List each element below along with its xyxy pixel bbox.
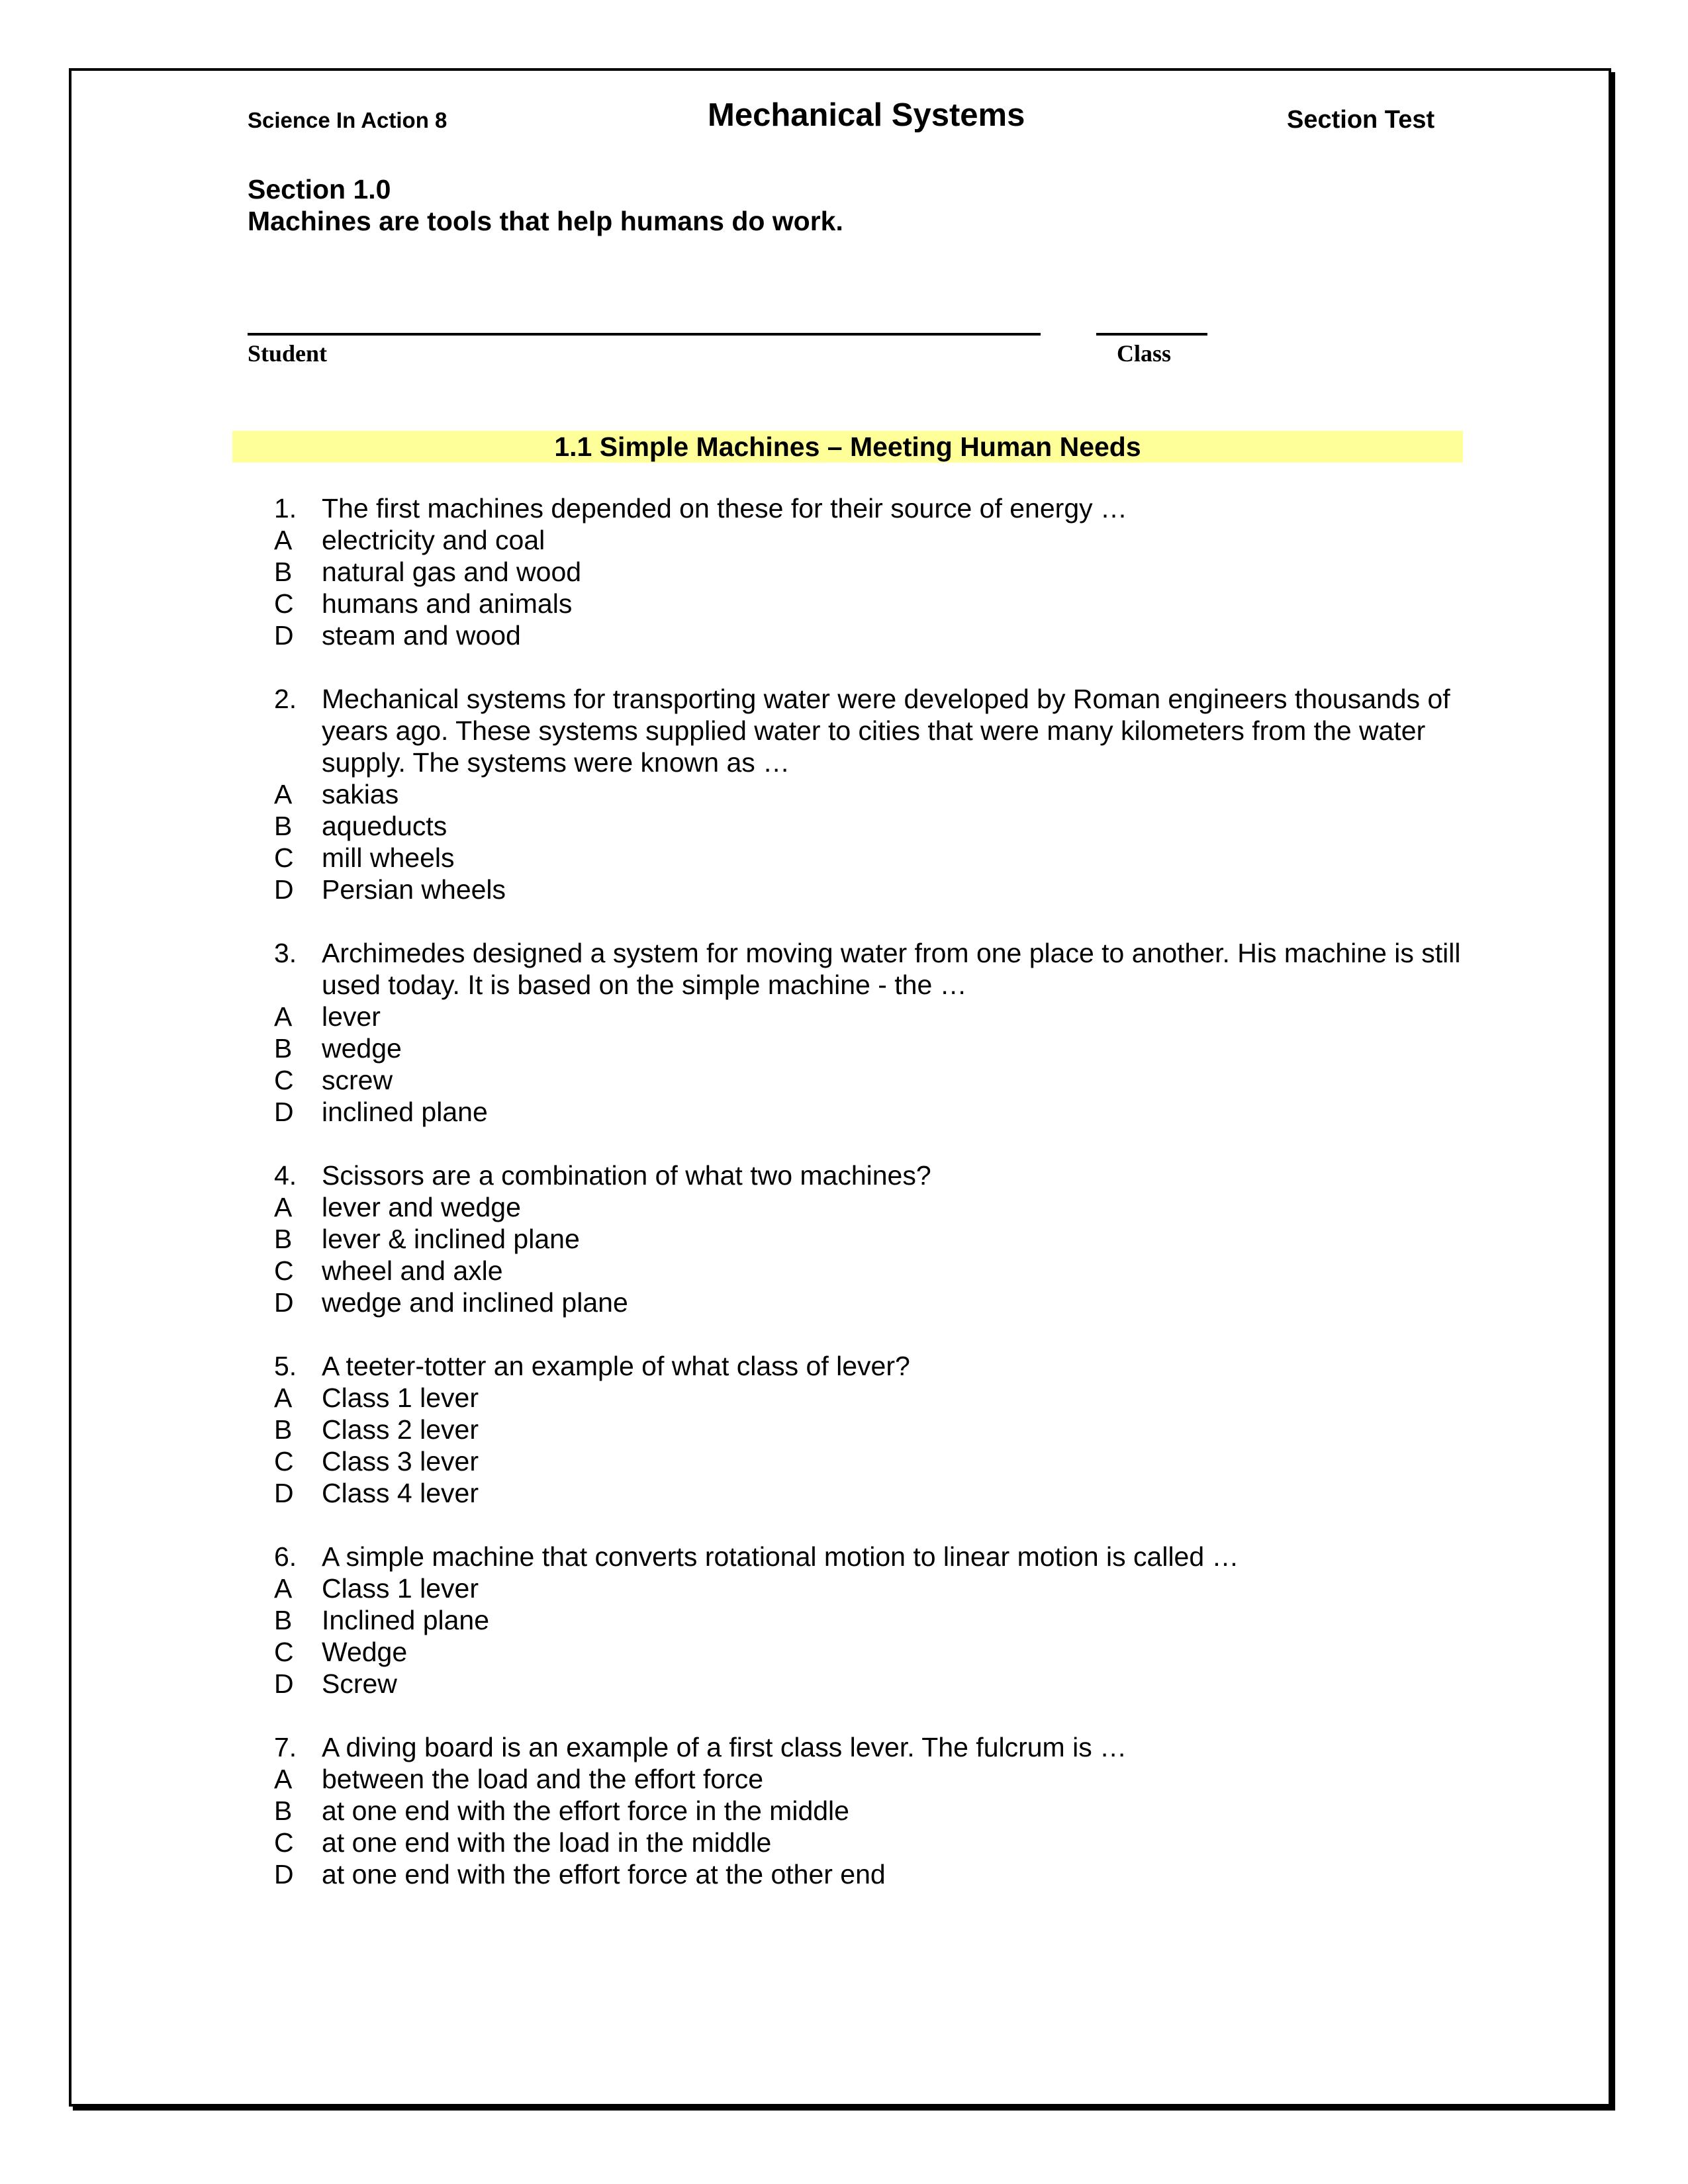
question-stem [248, 1160, 1492, 1191]
question-3 [248, 937, 1492, 1128]
option-letter: C [274, 1255, 294, 1286]
option-text: natural gas and wood [322, 557, 582, 587]
option-text: Persian wheels [322, 874, 506, 905]
answer-option[interactable] [248, 1287, 1492, 1318]
subsection-banner: 1.1 Simple Machines – Meeting Human Needs [232, 431, 1463, 463]
section-number: Section 1.0 [248, 174, 391, 205]
option-text: screw [322, 1065, 393, 1095]
question-text: A teeter-totter an example of what class of lever? [322, 1351, 910, 1381]
option-letter: B [274, 1796, 293, 1826]
option-letter: C [274, 1065, 294, 1095]
option-letter: D [274, 1478, 294, 1508]
option-text: at one end with the load in the middle [322, 1827, 772, 1858]
answer-option[interactable] [248, 1414, 1492, 1445]
question-text: A simple machine that converts rotational motion to linear motion is called … [322, 1541, 1239, 1572]
question-2 [248, 683, 1492, 905]
answer-option[interactable] [248, 588, 1492, 619]
question-number: 4. [274, 1160, 297, 1191]
option-text: Screw [322, 1668, 397, 1699]
option-letter: A [274, 779, 293, 809]
question-text: Archimedes designed a system for moving water from one place to another. His machine is still used today. It is based on the simple machine - the … [322, 938, 1461, 1000]
option-letter: B [274, 1414, 293, 1445]
option-letter: B [274, 557, 293, 587]
answer-option[interactable] [248, 778, 1492, 810]
option-text: wheel and axle [322, 1255, 503, 1286]
option-text: wedge [322, 1033, 402, 1064]
option-text: mill wheels [322, 842, 455, 873]
question-5 [248, 1350, 1492, 1509]
class-label: Class [1117, 340, 1172, 367]
option-text: lever and wedge [322, 1192, 521, 1222]
option-text: aqueducts [322, 811, 447, 841]
question-number: 5. [274, 1351, 297, 1381]
option-letter: A [274, 1764, 293, 1794]
student-label: Student [248, 340, 328, 367]
option-letter: D [274, 1097, 294, 1127]
answer-option[interactable] [248, 1668, 1492, 1700]
option-text: Class 3 lever [322, 1446, 479, 1477]
option-letter: A [274, 1001, 293, 1032]
option-letter: D [274, 1859, 294, 1889]
answer-option[interactable] [248, 1255, 1492, 1287]
answer-option[interactable] [248, 1445, 1492, 1477]
answer-option[interactable] [248, 1382, 1492, 1414]
question-list [248, 492, 1492, 1922]
option-letter: A [274, 525, 293, 555]
unit-title: Mechanical Systems [708, 97, 1025, 133]
option-letter: C [274, 1827, 294, 1858]
option-text: Inclined plane [322, 1605, 490, 1635]
answer-option[interactable] [248, 1636, 1492, 1668]
option-letter: D [274, 620, 294, 651]
answer-option[interactable] [248, 1064, 1492, 1096]
option-text: lever [322, 1001, 381, 1032]
option-letter: C [274, 1446, 294, 1477]
option-letter: A [274, 1383, 293, 1413]
answer-option[interactable] [248, 1096, 1492, 1128]
answer-option[interactable] [248, 1032, 1492, 1064]
option-letter: C [274, 1637, 294, 1667]
option-text: electricity and coal [322, 525, 545, 555]
student-name-line[interactable] [248, 333, 1041, 336]
question-stem [248, 1731, 1492, 1763]
course-title: Science In Action 8 [248, 108, 447, 132]
answer-option[interactable] [248, 810, 1492, 842]
question-text: Scissors are a combination of what two machines? [322, 1160, 931, 1191]
option-letter: D [274, 1668, 294, 1699]
option-letter: B [274, 1224, 293, 1254]
option-letter: B [274, 1033, 293, 1064]
answer-option[interactable] [248, 619, 1492, 651]
option-letter: A [274, 1192, 293, 1222]
question-number: 1. [274, 493, 297, 523]
option-letter: B [274, 1605, 293, 1635]
option-letter: A [274, 1573, 293, 1604]
question-1 [248, 492, 1492, 651]
answer-option[interactable] [248, 524, 1492, 556]
option-text: Wedge [322, 1637, 408, 1667]
question-number: 2. [274, 684, 297, 714]
question-7 [248, 1731, 1492, 1890]
question-number: 3. [274, 938, 297, 968]
option-text: Class 4 lever [322, 1478, 479, 1508]
answer-option[interactable] [248, 1827, 1492, 1858]
option-text: inclined plane [322, 1097, 488, 1127]
question-stem [248, 1541, 1492, 1572]
option-text: Class 2 lever [322, 1414, 479, 1445]
question-stem [248, 1350, 1492, 1382]
option-text: Class 1 lever [322, 1573, 479, 1604]
option-text: Class 1 lever [322, 1383, 479, 1413]
option-letter: D [274, 874, 294, 905]
option-text: wedge and inclined plane [322, 1287, 628, 1318]
answer-option[interactable] [248, 874, 1492, 905]
option-text: between the load and the effort force [322, 1764, 764, 1794]
option-text: steam and wood [322, 620, 521, 651]
option-letter: B [274, 811, 293, 841]
option-text: at one end with the effort force in the middle [322, 1796, 849, 1826]
question-text: A diving board is an example of a first class lever. The fulcrum is … [322, 1732, 1127, 1762]
answer-option[interactable] [248, 1191, 1492, 1223]
option-text: humans and animals [322, 588, 573, 619]
answer-option[interactable] [248, 556, 1492, 588]
question-stem [248, 683, 1492, 778]
option-letter: C [274, 842, 294, 873]
question-stem [248, 937, 1492, 1001]
option-text: at one end with the effort force at the other end [322, 1859, 886, 1889]
question-number: 7. [274, 1732, 297, 1762]
answer-option[interactable] [248, 1001, 1492, 1032]
option-letter: D [274, 1287, 294, 1318]
answer-option[interactable] [248, 1223, 1492, 1255]
question-number: 6. [274, 1541, 297, 1572]
class-line[interactable] [1096, 333, 1207, 336]
answer-option[interactable] [248, 1763, 1492, 1795]
option-text: sakias [322, 779, 399, 809]
question-stem [248, 492, 1492, 524]
test-type: Section Test [1287, 106, 1435, 134]
answer-option[interactable] [248, 1477, 1492, 1509]
answer-option[interactable] [248, 1858, 1492, 1890]
section-description: Machines are tools that help humans do work. [248, 206, 843, 236]
question-text: The first machines depended on these for their source of energy … [322, 493, 1128, 523]
question-text: Mechanical systems for transporting water were developed by Roman engineers thousands of years ago. These systems supplied water to cities that were many kilometers from the water supply. The systems were known as … [322, 684, 1450, 778]
option-text: lever & inclined plane [322, 1224, 580, 1254]
answer-option[interactable] [248, 1572, 1492, 1604]
answer-option[interactable] [248, 842, 1492, 874]
answer-option[interactable] [248, 1604, 1492, 1636]
question-4 [248, 1160, 1492, 1318]
option-letter: C [274, 588, 294, 619]
question-6 [248, 1541, 1492, 1700]
answer-option[interactable] [248, 1795, 1492, 1827]
